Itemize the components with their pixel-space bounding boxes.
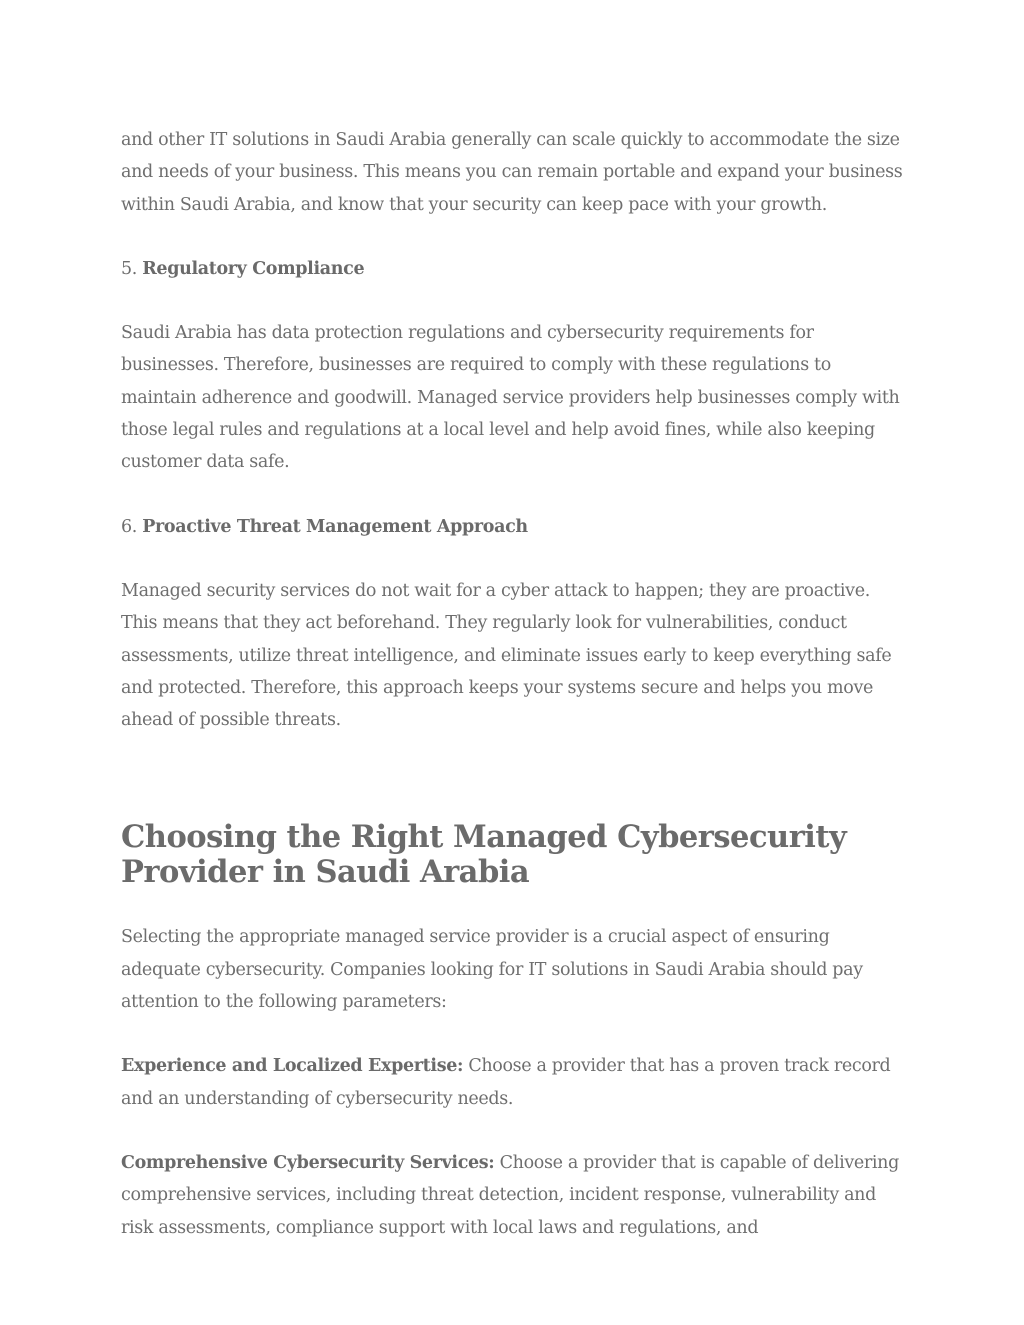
section-6-number: 6.	[121, 516, 137, 537]
section-5-title: Regulatory Compliance	[142, 258, 365, 279]
section-6-heading	[121, 511, 911, 543]
intro-paragraph: and other IT solutions in Saudi Arabia generally can scale quickly to accommodate the size and needs of your business. This means you can remain portable and expand your business within Saudi Arabia, and know that your security can keep pace with your growth.	[121, 130, 903, 215]
section-5-heading	[121, 253, 911, 285]
section-5-body: Saudi Arabia has data protection regulations and cybersecurity requirements for businesses. Therefore, businesses are required to comply with these regulations to maintain adherence and goodwill. Managed service providers help businesses comply with those legal rules and regulations at a local level and help avoid fines, while also keeping customer data safe.	[121, 323, 900, 473]
criterion-comprehensive-label: Comprehensive Cybersecurity Services:	[121, 1152, 495, 1173]
criterion-experience	[121, 1050, 911, 1115]
choosing-intro: Selecting the appropriate managed service provider is a crucial aspect of ensuring adequate cybersecurity. Companies looking for IT solutions in Saudi Arabia should pay attention to the following parameters:	[121, 927, 863, 1013]
criterion-experience-label: Experience and Localized Expertise:	[121, 1056, 464, 1077]
section-5-number: 5.	[121, 258, 137, 279]
document-page	[121, 124, 911, 1244]
section-6-title: Proactive Threat Management Approach	[142, 516, 528, 537]
criterion-comprehensive-text: Choose a provider that is capable of delivering comprehensive services, including threat detection, incident response, vulnerability and risk assessments, compliance support with local laws and regulations, and	[121, 1152, 899, 1238]
criterion-experience-text: Choose a provider that has a proven track record and an understanding of cybersecurity needs.	[121, 1056, 891, 1109]
section-6-body: Managed security services do not wait for a cyber attack to happen; they are proactive. This means that they act beforehand. They regularly look for vulnerabilities, conduct assessments, utilize threat intelligence, and eliminate issues early to keep everything safe and protected. Therefore, this approach keeps your systems secure and helps you move ahead of possible threats.	[121, 580, 892, 731]
choosing-provider-heading: Choosing the Right Managed Cybersecurity Provider in Saudi Arabia	[121, 819, 847, 890]
criterion-comprehensive	[121, 1147, 911, 1244]
